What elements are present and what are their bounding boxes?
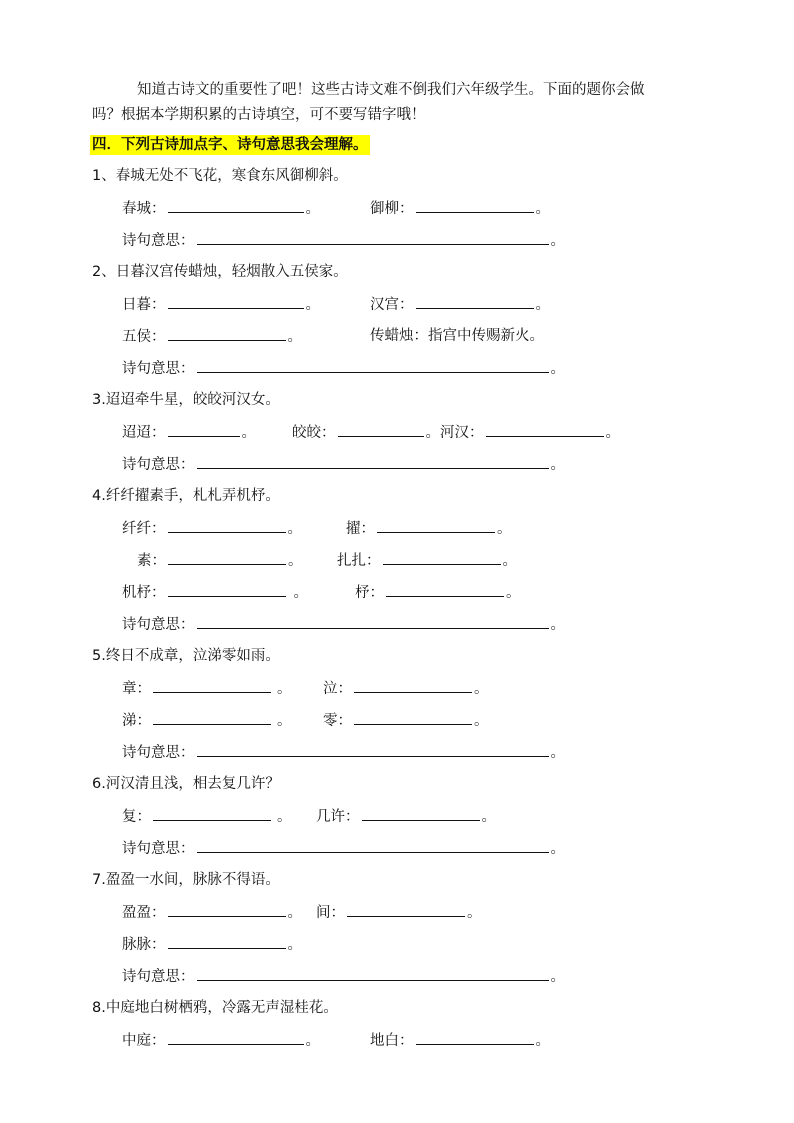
q5-field-a (122, 678, 292, 699)
period: 。 (535, 201, 550, 217)
answer-blank[interactable] (486, 422, 604, 437)
answer-blank[interactable] (383, 550, 501, 565)
meaning-blank[interactable] (197, 838, 549, 853)
q7-field-a (122, 902, 302, 923)
q2-label-c: 五侯： (122, 329, 166, 345)
period: 。 (241, 425, 256, 441)
q7-poem: 7.盈盈一水间，脉脉不得语。 (92, 872, 280, 888)
meaning-label: 诗句意思： (122, 745, 195, 761)
q5-field-d (323, 710, 489, 731)
q2-note: 传蜡烛：指宫中传赐新火。 (370, 328, 544, 344)
period: 。 (277, 681, 292, 697)
period: 。 (305, 201, 320, 217)
period: 。 (305, 1033, 320, 1049)
q3-field-b (292, 422, 620, 443)
answer-blank[interactable] (354, 710, 472, 725)
q7-label-b: 间： (316, 905, 345, 921)
q4-field-e (122, 582, 308, 603)
q5-field-b (323, 678, 489, 699)
q8-field-a (122, 1030, 320, 1051)
q4-label-d: 扎扎： (337, 553, 381, 569)
period: 。 (550, 841, 565, 857)
meaning-label: 诗句意思： (122, 841, 195, 857)
q4-label-f: 杼： (355, 585, 384, 601)
q7-label-a: 盈盈： (122, 905, 166, 921)
period: 。 (535, 297, 550, 313)
answer-blank[interactable] (153, 806, 271, 821)
q4-meaning (122, 614, 565, 635)
answer-blank[interactable] (386, 582, 504, 597)
answer-blank[interactable] (168, 294, 304, 309)
period: 。 (277, 809, 292, 825)
period: 。 (474, 713, 489, 729)
q3-label-a: 迢迢： (122, 425, 166, 441)
period: 。 (467, 905, 482, 921)
q6-poem: 6.河汉清且浅，相去复几许？ (92, 776, 280, 792)
q4-poem: 4.纤纤擢素手，札札弄机杼。 (92, 488, 280, 504)
q2-field-c (122, 326, 302, 347)
period: 。 (287, 329, 302, 345)
period: 。 (535, 1033, 550, 1049)
period: 。 (425, 425, 440, 441)
answer-blank[interactable] (168, 422, 240, 437)
q4-field-d (337, 550, 517, 571)
q4-label-b: 擢： (346, 521, 375, 537)
q5-poem: 5.终日不成章，泣涕零如雨。 (92, 648, 280, 664)
q3-label-c: 河汉： (440, 425, 484, 441)
meaning-label: 诗句意思： (122, 233, 195, 249)
meaning-blank[interactable] (197, 966, 549, 981)
answer-blank[interactable] (168, 1030, 304, 1045)
period: 。 (293, 585, 308, 601)
q4-label-a: 纤纤： (122, 521, 166, 537)
q1-label-b: 御柳： (370, 201, 414, 217)
q1-field-a (122, 198, 320, 219)
q7-label-c: 脉脉： (122, 937, 166, 953)
period: 。 (305, 297, 320, 313)
q4-field-b (346, 518, 512, 539)
period: 。 (287, 905, 302, 921)
q6-field-b (316, 806, 496, 827)
period: 。 (506, 585, 521, 601)
q1-meaning (122, 230, 565, 251)
period: 。 (287, 937, 302, 953)
q7-field-b (316, 902, 482, 923)
period: 。 (287, 521, 302, 537)
q4-label-c: 素： (137, 553, 166, 569)
answer-blank[interactable] (362, 806, 480, 821)
q5-field-c (122, 710, 292, 731)
q4-field-f (355, 582, 521, 603)
intro-line-1: 知道古诗文的重要性了吧！这些古诗文难不倒我们六年级学生。下面的题你会做 (137, 82, 645, 98)
q8-poem: 8.中庭地白树栖鸦，冷露无声湿桂花。 (92, 1000, 338, 1016)
q5-label-a: 章： (122, 681, 151, 697)
answer-blank[interactable] (377, 518, 495, 533)
period: 。 (502, 553, 517, 569)
period: 。 (605, 425, 620, 441)
section-title: 四．下列古诗加点字、诗句意思我会理解。 (92, 137, 368, 153)
meaning-label: 诗句意思： (122, 969, 195, 985)
answer-blank[interactable] (168, 902, 286, 917)
q1-poem: 1、春城无处不飞花，寒食东风御柳斜。 (92, 168, 348, 184)
period: 。 (277, 713, 292, 729)
meaning-blank[interactable] (197, 614, 549, 629)
answer-blank[interactable] (354, 678, 472, 693)
q5-label-b: 泣： (323, 681, 352, 697)
q8-label-b: 地白： (370, 1033, 414, 1049)
meaning-blank[interactable] (197, 454, 549, 469)
q1-field-b (370, 198, 550, 219)
q4-field-c (137, 550, 303, 571)
q2-field-a (122, 294, 320, 315)
q3-label-b: 皎皎： (292, 425, 336, 441)
answer-blank[interactable] (168, 326, 286, 341)
period: 。 (550, 361, 565, 377)
answer-blank[interactable] (153, 710, 271, 725)
meaning-label: 诗句意思： (122, 361, 195, 377)
q6-label-b: 几许： (316, 809, 360, 825)
answer-blank[interactable] (168, 550, 286, 565)
answer-blank[interactable] (416, 294, 534, 309)
meaning-label: 诗句意思： (122, 457, 195, 473)
q7-field-c (122, 934, 302, 955)
answer-blank[interactable] (168, 582, 286, 597)
answer-blank[interactable] (338, 422, 424, 437)
q1-label-a: 春城： (122, 201, 166, 217)
period: 。 (474, 681, 489, 697)
period: 。 (497, 521, 512, 537)
q2-meaning (122, 358, 565, 379)
answer-blank[interactable] (153, 678, 271, 693)
q2-label-b: 汉宫： (370, 297, 414, 313)
period: 。 (288, 553, 303, 569)
q5-label-c: 涕： (122, 713, 151, 729)
q2-label-a: 日暮： (122, 297, 166, 313)
q5-meaning (122, 742, 565, 763)
answer-blank[interactable] (416, 1030, 534, 1045)
q6-meaning (122, 838, 565, 859)
q2-poem: 2、日暮汉宫传蜡烛，轻烟散入五侯家。 (92, 264, 348, 280)
meaning-blank[interactable] (197, 230, 549, 245)
meaning-blank[interactable] (197, 742, 549, 757)
q8-label-a: 中庭： (122, 1033, 166, 1049)
period: 。 (550, 745, 565, 761)
period: 。 (481, 809, 496, 825)
answer-blank[interactable] (168, 198, 304, 213)
q3-field-a (122, 422, 256, 443)
answer-blank[interactable] (168, 518, 286, 533)
answer-blank[interactable] (416, 198, 534, 213)
intro-line-2: 吗？根据本学期积累的古诗填空，可不要写错字哦！ (92, 107, 426, 123)
answer-blank[interactable] (168, 934, 286, 949)
q6-label-a: 复： (122, 809, 151, 825)
meaning-label: 诗句意思： (122, 617, 195, 633)
q6-field-a (122, 806, 292, 827)
period: 。 (550, 233, 565, 249)
period: 。 (550, 617, 565, 633)
meaning-blank[interactable] (197, 358, 549, 373)
q3-meaning (122, 454, 565, 475)
q3-poem: 3.迢迢牵牛星，皎皎河汉女。 (92, 392, 280, 408)
period: 。 (550, 969, 565, 985)
q4-label-e: 机杼： (122, 585, 166, 601)
q8-field-b (370, 1030, 550, 1051)
q5-label-d: 零： (323, 713, 352, 729)
q4-field-a (122, 518, 302, 539)
period: 。 (550, 457, 565, 473)
q2-field-b (370, 294, 550, 315)
q7-meaning (122, 966, 565, 987)
answer-blank[interactable] (347, 902, 465, 917)
